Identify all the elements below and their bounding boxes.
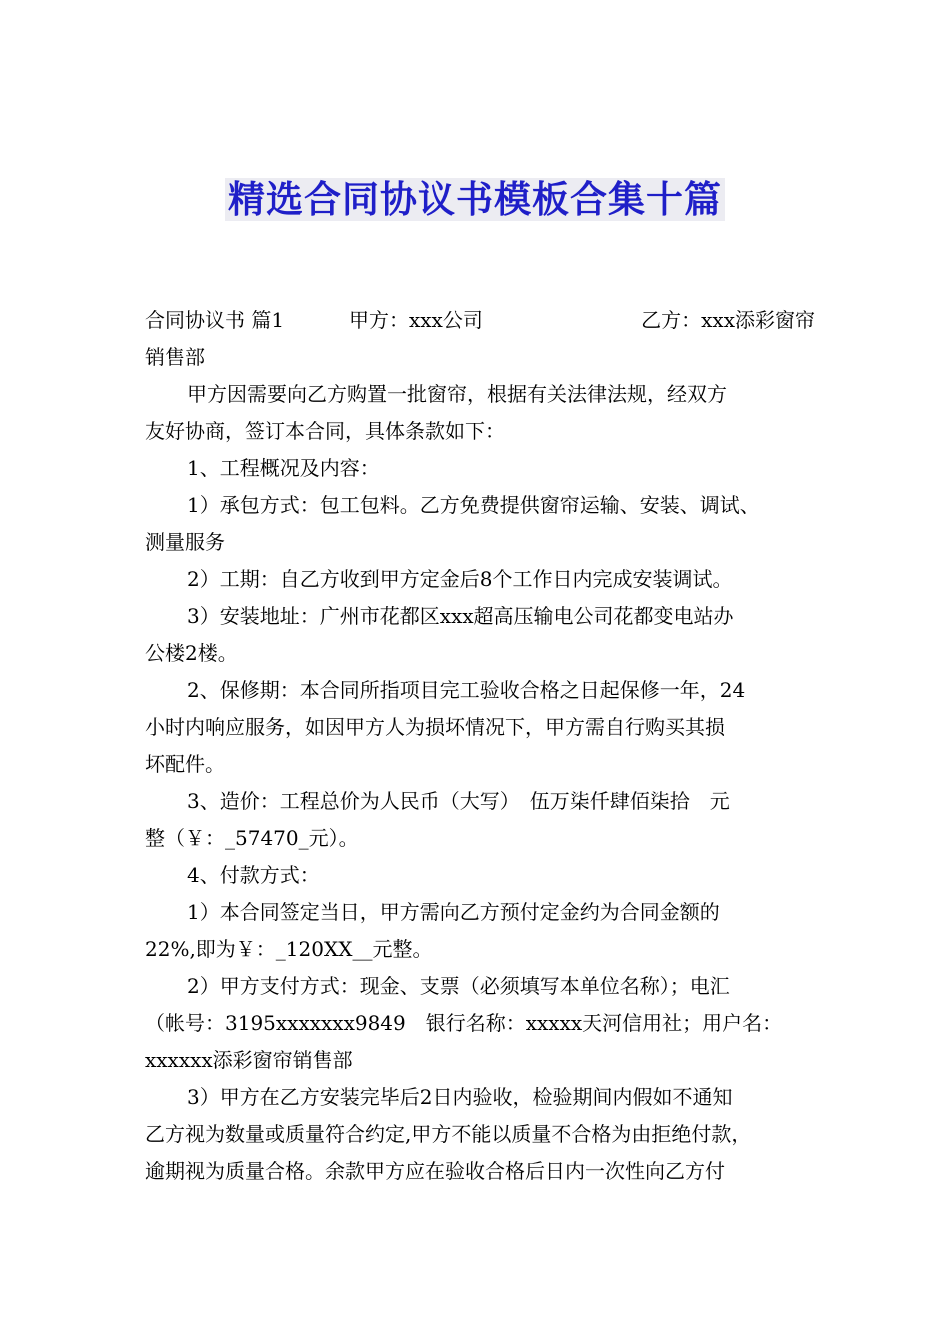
paragraph-line: 22%,即为￥：_120XX__元整。	[145, 937, 433, 961]
section-heading: 1、工程概况及内容：	[187, 456, 380, 480]
section-heading: 合同协议书 篇1	[145, 308, 285, 332]
paragraph-line: 2）工期：自乙方收到甲方定金后8个工作日内完成安装调试。	[187, 567, 733, 591]
party-b: 乙方：xxx添彩窗帘	[641, 308, 815, 332]
document-title	[0, 176, 950, 224]
section-heading: 4、付款方式：	[187, 863, 320, 887]
paragraph-line: 2）甲方支付方式：现金、支票（必须填写本单位名称）；电汇	[187, 974, 730, 998]
paragraph-line: xxxxxx添彩窗帘销售部	[145, 1048, 353, 1072]
paragraph-line: 逾期视为质量合格。余款甲方应在验收合格后日内一次性向乙方付	[145, 1159, 725, 1183]
paragraph-line: 坏配件。	[145, 752, 225, 776]
paragraph-line: 测量服务	[145, 530, 225, 554]
paragraph-line: 公楼2楼。	[145, 641, 238, 665]
paragraph-line: 1）本合同签定当日，甲方需向乙方预付定金约为合同金额的	[187, 900, 720, 924]
contract-header-row	[145, 302, 815, 339]
document-body	[145, 302, 815, 1190]
paragraph-line: 1）承包方式：包工包料。乙方免费提供窗帘运输、安装、调试、	[187, 493, 760, 517]
paragraph-line: 乙方视为数量或质量符合约定,甲方不能以质量不合格为由拒绝付款，	[145, 1122, 752, 1146]
paragraph-line: 3、造价：工程总价为人民币（大写） 伍万柒仟肆佰柒拾 元	[187, 789, 730, 813]
paragraph-line: 整（￥：_57470_元）。	[145, 826, 359, 850]
paragraph-line: 销售部	[145, 345, 205, 369]
paragraph-line: 2、保修期：本合同所指项目完工验收合格之日起保修一年，24	[187, 678, 746, 702]
party-a: 甲方：xxx公司	[349, 308, 483, 332]
paragraph-line: 甲方因需要向乙方购置一批窗帘，根据有关法律法规，经双方	[187, 382, 727, 406]
paragraph-line: 小时内响应服务，如因甲方人为损坏情况下，甲方需自行购买其损	[145, 715, 725, 739]
document-title-text: 精选合同协议书模板合集十篇	[225, 178, 725, 221]
paragraph-line: 3）甲方在乙方安装完毕后2日内验收，检验期间内假如不通知	[187, 1085, 733, 1109]
paragraph-line: 3）安装地址：广州市花都区xxx超高压输电公司花都变电站办	[187, 604, 734, 628]
paragraph-line: 友好协商，签订本合同，具体条款如下：	[145, 419, 505, 443]
paragraph-line: （帐号：3195xxxxxxx9849 银行名称：xxxxx天河信用社；用户名：	[145, 1011, 783, 1035]
